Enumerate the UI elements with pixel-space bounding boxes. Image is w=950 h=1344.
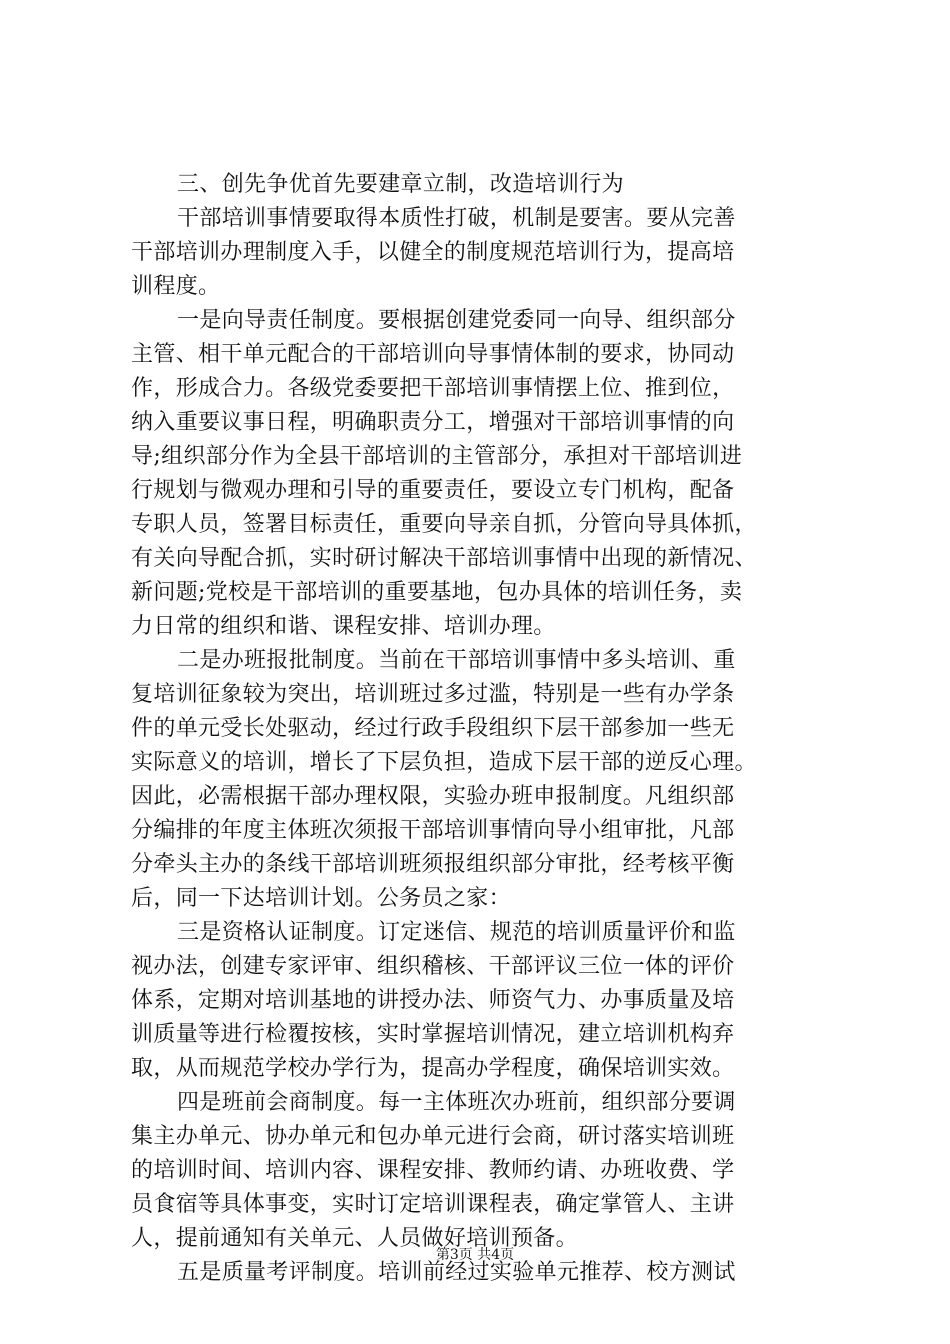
document-body (131, 168, 831, 1290)
text-line: 力日常的组织和谐、课程安排、培训办理。 (131, 614, 556, 639)
text-line: 四是班前会商制度。每一主体班次办班前，组织部分要调 (177, 1090, 736, 1115)
page-number-footer: 第3页 共4页 (435, 1247, 515, 1263)
text-line: 五是质量考评制度。培训前经过实验单元推荐、校方测试 (177, 1260, 736, 1285)
text-line: 纳入重要议事日程，明确职责分工，增强对干部培训事情的向 (131, 410, 735, 435)
section-heading: 三、创先争优首先要建章立制，改造培训行为 (177, 172, 625, 197)
text-line: 作，形成合力。各级党委要把干部培训事情摆上位、推到位， (131, 376, 735, 401)
text-line: 后，同一下达培训计划。公务员之家： (131, 886, 511, 911)
text-line: 件的单元受长处驱动，经过行政手段组织下层干部参加一些无 (131, 716, 735, 741)
text-line: 训程度。 (131, 274, 221, 299)
text-line: 取，从而规范学校办学行为，提高办学程度，确保培训实效。 (131, 1056, 735, 1081)
text-line: 实际意义的培训，增长了下层负担，造成下层干部的逆反心理。 (131, 750, 757, 775)
text-line: 体系，定期对培训基地的讲授办法、师资气力、办事质量及培 (131, 988, 735, 1013)
text-line: 员食宿等具体事变，实时订定培训课程表，确定掌管人、主讲 (131, 1192, 735, 1217)
text-line: 一是向导责任制度。要根据创建党委同一向导、组织部分 (177, 308, 736, 333)
text-line: 二是办班报批制度。当前在干部培训事情中多头培训、重 (177, 648, 736, 673)
text-line: 分牵头主办的条线干部培训班须报组织部分审批，经考核平衡 (131, 852, 735, 877)
text-line: 的培训时间、培训内容、课程安排、教师约请、办班收费、学 (131, 1158, 735, 1183)
text-line: 集主办单元、协办单元和包办单元进行会商，研讨落实培训班 (131, 1124, 735, 1149)
text-line: 因此，必需根据干部办理权限，实验办班申报制度。凡组织部 (131, 784, 735, 809)
text-line: 人，提前通知有关单元、人员做好培训预备。 (131, 1226, 579, 1251)
text-line: 导;组织部分作为全县干部培训的主管部分，承担对干部培训进 (131, 444, 743, 469)
text-line: 三是资格认证制度。订定迷信、规范的培训质量评价和监 (177, 920, 736, 945)
text-line: 干部培训事情要取得本质性打破，机制是要害。要从完善 (177, 206, 736, 231)
text-line: 视办法，创建专家评审、组织稽核、干部评议三位一体的评价 (131, 954, 735, 979)
text-line: 专职人员，签署目标责任，重要向导亲自抓，分管向导具体抓， (131, 512, 757, 537)
text-line: 训质量等进行检覆按核，实时掌握培训情况，建立培训机构弃 (131, 1022, 735, 1047)
text-line: 主管、相干单元配合的干部培训向导事情体制的要求，协同动 (131, 342, 735, 367)
text-line: 复培训征象较为突出，培训班过多过滥，特别是一些有办学条 (131, 682, 735, 707)
text-line: 有关向导配合抓，实时研讨解决干部培训事情中出现的新情况、 (131, 546, 757, 571)
text-line: 分编排的年度主体班次须报干部培训事情向导小组审批，凡部 (131, 818, 735, 843)
text-line: 干部培训办理制度入手，以健全的制度规范培训行为，提高培 (131, 240, 735, 265)
text-line: 行规划与微观办理和引导的重要责任，要设立专门机构，配备 (131, 478, 735, 503)
text-line: 新问题;党校是干部培训的重要基地，包办具体的培训任务，卖 (131, 580, 743, 605)
